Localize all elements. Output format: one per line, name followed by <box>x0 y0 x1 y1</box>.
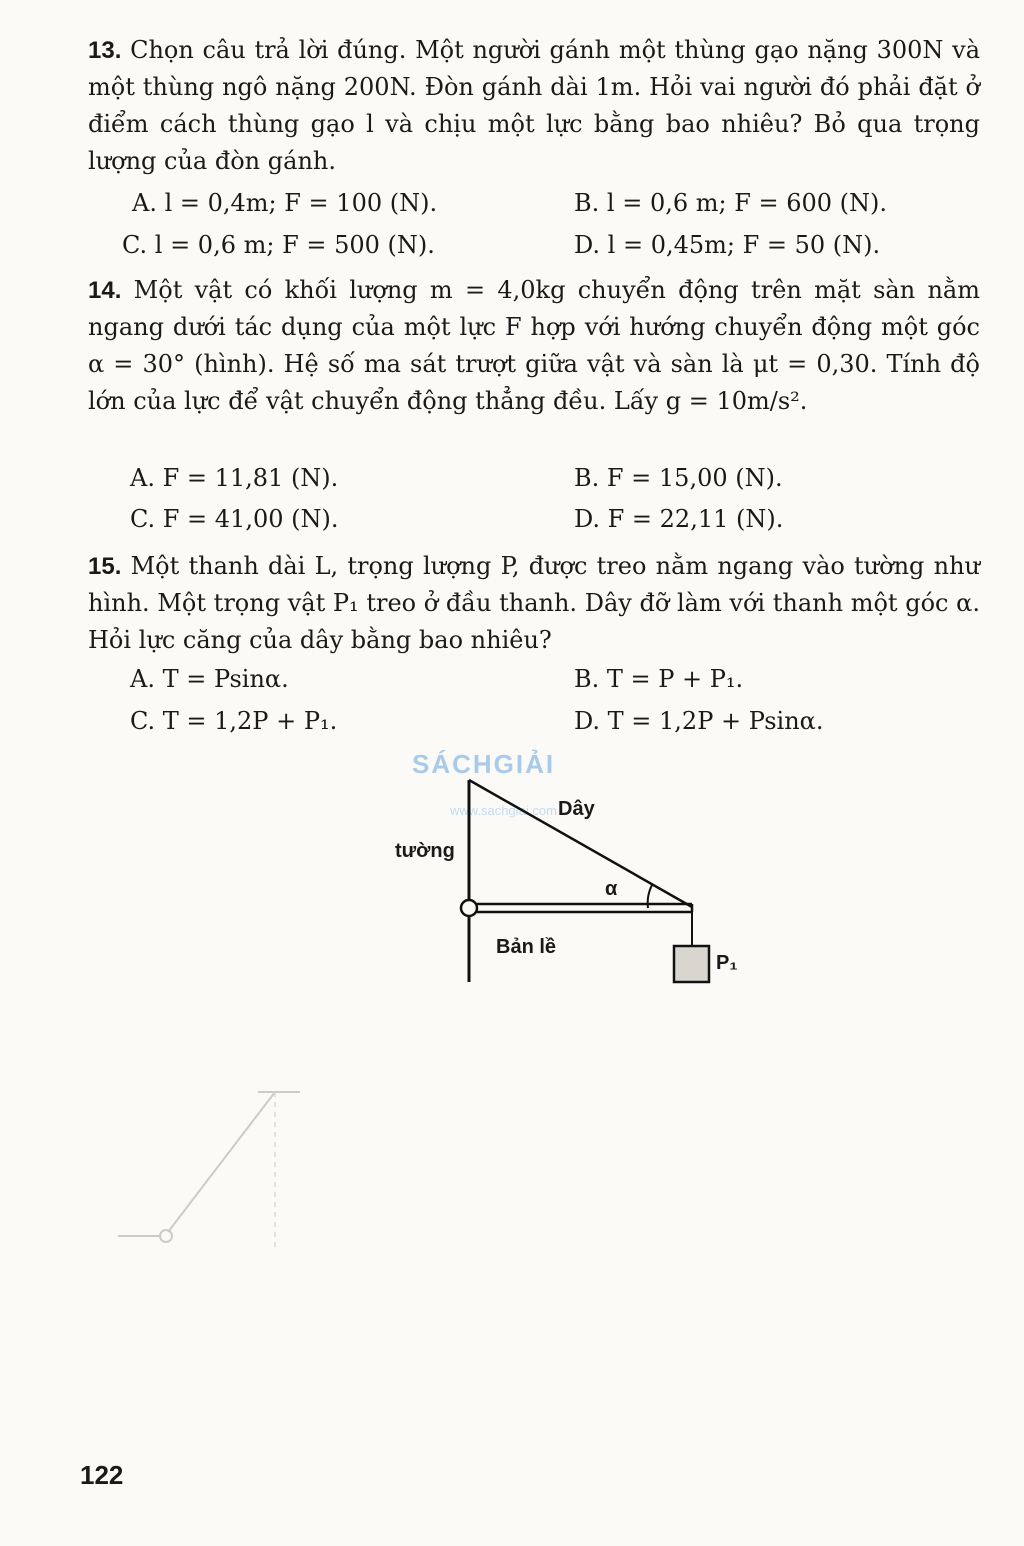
angle-label: α <box>605 878 618 900</box>
q15-option-b[interactable]: B. T = P + P₁. <box>574 665 744 693</box>
q13-option-b[interactable]: B. l = 0,6 m; F = 600 (N). <box>574 189 888 217</box>
question-15-number: 15. <box>88 553 122 580</box>
rope-label: Dây <box>558 798 595 820</box>
q14-option-a[interactable]: A. F = 11,81 (N). <box>130 464 339 492</box>
question-13-number: 13. <box>88 37 122 64</box>
q14-option-d[interactable]: D. F = 22,11 (N). <box>574 505 784 533</box>
watermark-logo-text: SÁCHGIẢI <box>412 749 556 779</box>
q13-option-a[interactable]: A. l = 0,4m; F = 100 (N). <box>132 189 438 217</box>
hinge-label: Bản lề <box>496 936 557 958</box>
q13-option-d[interactable]: D. l = 0,45m; F = 50 (N). <box>574 231 881 259</box>
question-14-text: Một vật có khối lượng m = 4,0kg chuyển động trên mặt sàn nằm ngang dưới tác dụng của một lực F hợp với hướng chuyển động một góc α = 30° (hình). Hệ số ma sát trượt giữa vật và sàn là μt = 0,30. Tính độ lớn của lực để vật chuyển động thẳng đều. Lấy g = 10m/s². <box>88 276 981 415</box>
q15-option-a[interactable]: A. T = Psinα. <box>130 665 289 693</box>
q14-option-c[interactable]: C. F = 41,00 (N). <box>130 505 339 533</box>
question-15-text: Một thanh dài L, trọng lượng P, được treo nằm ngang vào tường như hình. Một trọng vật P₁ treo ở đầu thanh. Dây đỡ làm với thanh một góc α. Hỏi lực căng của dây bằng bao nhiêu? <box>88 552 980 654</box>
question-13-text: Chọn câu trả lời đúng. Một người gánh một thùng gạo nặng 300N và một thùng ngô nặng 200N. Đòn gánh dài 1m. Hỏi vai người đó phải đặt ở điểm cách thùng gạo l và chịu một lực bằng bao nhiêu? Bỏ qua trọng lượng của đòn gánh. <box>88 36 980 175</box>
q13-option-c[interactable]: C. l = 0,6 m; F = 500 (N). <box>122 231 435 259</box>
weight-label: P₁ <box>716 952 738 974</box>
watermark-url: www.sachgiai.com <box>450 803 557 818</box>
q14-option-b[interactable]: B. F = 15,00 (N). <box>574 464 783 492</box>
q15-option-c[interactable]: C. T = 1,2P + P₁. <box>130 707 338 735</box>
wall-label: tường <box>395 840 455 862</box>
page-number: 122 <box>80 1460 124 1490</box>
q15-option-d[interactable]: D. T = 1,2P + Psinα. <box>574 707 824 735</box>
question-14-number: 14. <box>88 277 122 304</box>
